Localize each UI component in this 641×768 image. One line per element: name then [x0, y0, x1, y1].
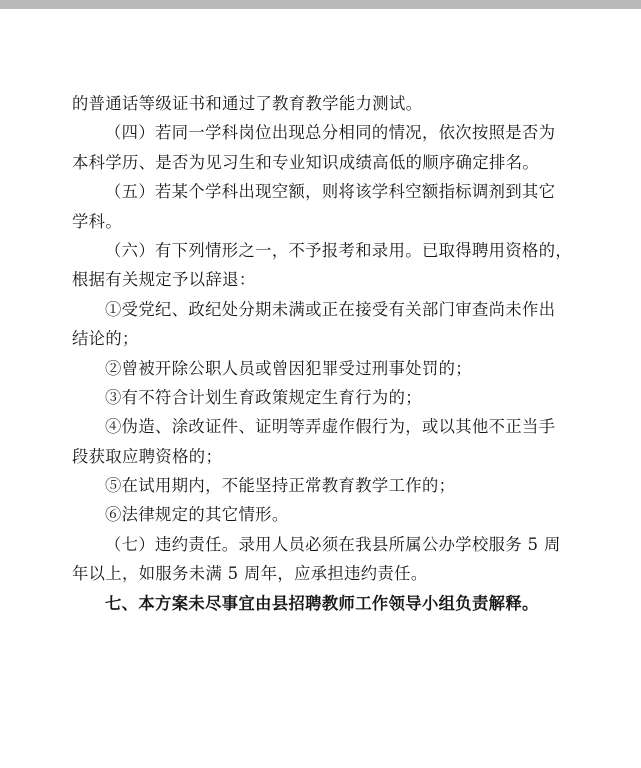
document-body: [72, 89, 572, 618]
text-line-5: 学科。: [72, 211, 123, 231]
text-line-10: ②曾被开除公职人员或曾因犯罪受过刑事处罚的；: [105, 358, 472, 378]
text-line-16: （七）违约责任。录用人员必须在我县所属公办学校服务 5 周: [105, 534, 561, 554]
text-line-1: 的普通话等级证书和通过了教育教学能力测试。: [72, 94, 423, 113]
text-line-17: 年以上，如服务未满 5 周年，应承担违约责任。: [72, 564, 428, 584]
closing-section-heading: 七、本方案未尽事宜由县招聘教师工作领导小组负责解释。: [105, 593, 539, 613]
scan-top-edge: [0, 0, 641, 9]
document-page: [0, 9, 641, 768]
text-line-4: （五）若某个学科出现空额，则将该学科空额指标调剂到其它: [105, 182, 556, 202]
text-line-3: 本科学历、是否为见习生和专业知识成绩高低的顺序确定排名。: [72, 152, 540, 172]
text-line-6: （六）有下列情形之一，不予报考和录用。已取得聘用资格的，: [105, 240, 573, 260]
text-line-7: 根据有关规定予以辞退：: [72, 270, 256, 290]
text-line-12: ④伪造、涂改证件、证明等弄虚作假行为，或以其他不正当手: [105, 417, 556, 437]
text-line-8: ①受党纪、政纪处分期未满或正在接受有关部门审查尚未作出: [105, 299, 556, 319]
text-line-11: ③有不符合计划生育政策规定生育行为的；: [105, 387, 422, 407]
text-line-9: 结论的；: [72, 329, 139, 349]
text-line-15: ⑥法律规定的其它情形。: [105, 505, 289, 525]
text-line-2: （四）若同一学科岗位出现总分相同的情况，依次按照是否为: [105, 123, 556, 143]
text-line-14: ⑤在试用期内，不能坚持正常教育教学工作的；: [105, 476, 456, 496]
text-line-13: 段获取应聘资格的；: [72, 446, 223, 466]
